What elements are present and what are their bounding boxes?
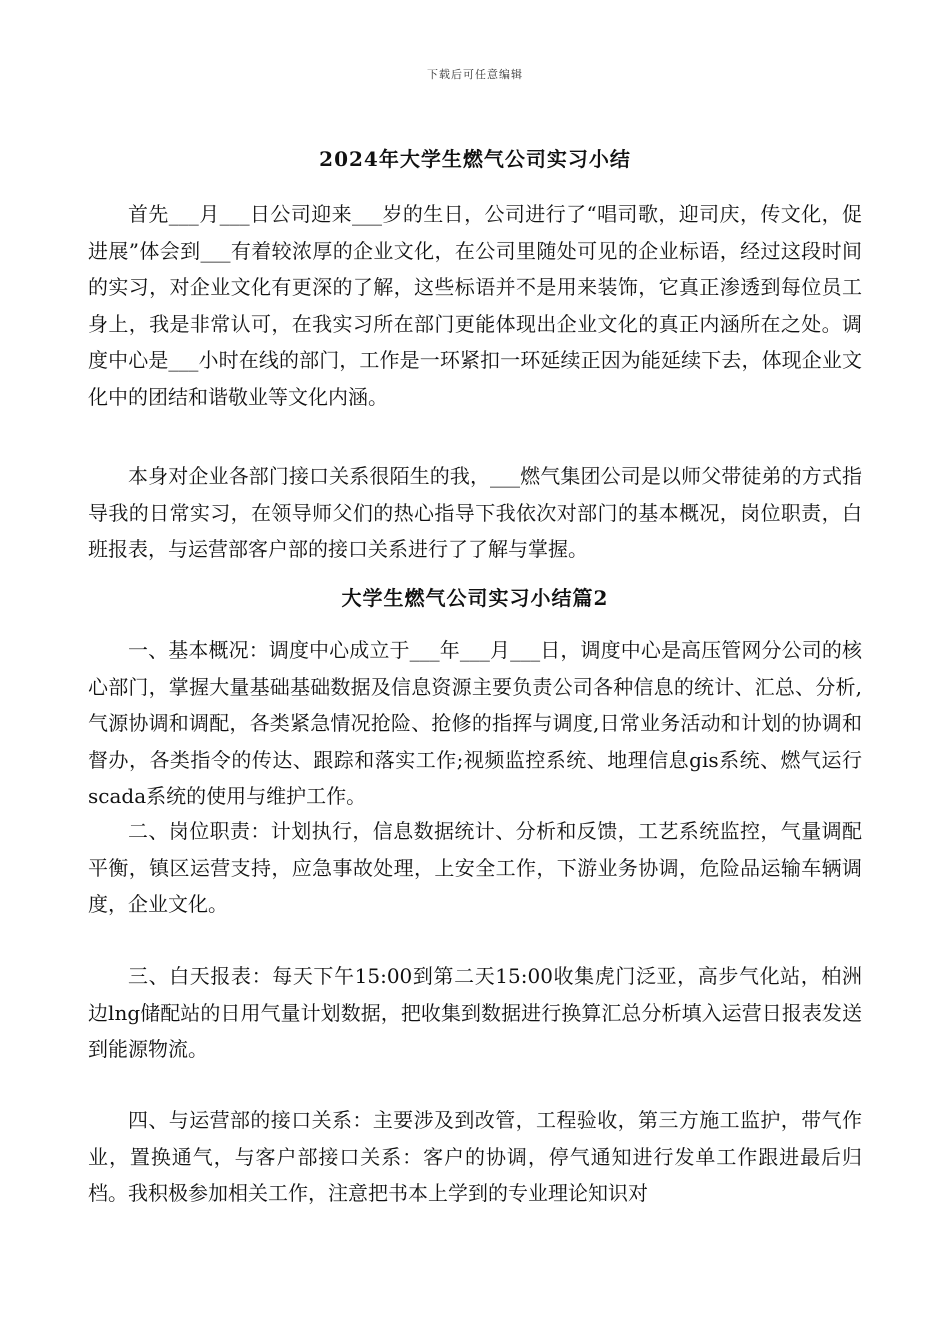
paragraph: 四、与运营部的接口关系：主要涉及到改管，工程验收，第三方施工监护，带气作业，置换通气，与客户部接口关系：客户的协调，停气通知进行发单工作跟进最后归档。我积极参加相关工作，注意把书本上学到的专业理论知识对: [88, 1108, 862, 1205]
paragraph: 三、白天报表：每天下午15:00到第二天15:00收集虎门泛亚，高步气化站，柏洲边lng储配站的日用气量计划数据，把收集到数据进行换算汇总分析填入运营日报表发送到能源物流。: [88, 964, 862, 1061]
paragraph: 二、岗位职责：计划执行，信息数据统计、分析和反馈，工艺系统监控，气量调配平衡，镇区运营支持，应急事故处理，上安全工作，下游业务协调，危险品运输车辆调度，企业文化。: [88, 819, 862, 916]
header-note: 下载后可任意编辑: [427, 68, 523, 81]
section-title: 大学生燃气公司实习小结篇2: [341, 586, 609, 610]
paragraph: 首先___月___日公司迎来___岁的生日，公司进行了“唱司歌，迎司庆，传文化，促进展”体会到___有着较浓厚的企业文化，在公司里随处可见的企业标语，经过这段时间的实习，对企业文化有更深的了解，这些标语并不是用来装饰，它真正渗透到每位员工身上，我是非常认可，在我实习所在部门更能体现出企业文化的真正内涵所在之处。调度中心是___小时在线的部门，工作是一环紧扣一环延续正因为能延续下去，体现企业文化中的团结和谐敬业等文化内涵。: [88, 202, 862, 409]
paragraph: 本身对企业各部门接口关系很陌生的我，___燃气集团公司是以师父带徒弟的方式指导我的日常实习，在领导师父们的热心指导下我依次对部门的基本概况，岗位职责，白班报表，与运营部客户部的接口关系进行了了解与掌握。: [88, 464, 862, 561]
document-title: 2024年大学生燃气公司实习小结: [319, 147, 631, 171]
paragraph: 一、基本概况：调度中心成立于___年___月___日，调度中心是高压管网分公司的核心部门，掌握大量基础基础数据及信息资源主要负责公司各种信息的统计、汇总、分析,气源协调和调配，各类紧急情况抢险、抢修的指挥与调度,日常业务活动和计划的协调和督办，各类指令的传达、跟踪和落实工作;视频监控系统、地理信息gis系统、燃气运行scada系统的使用与维护工作。: [88, 638, 862, 808]
